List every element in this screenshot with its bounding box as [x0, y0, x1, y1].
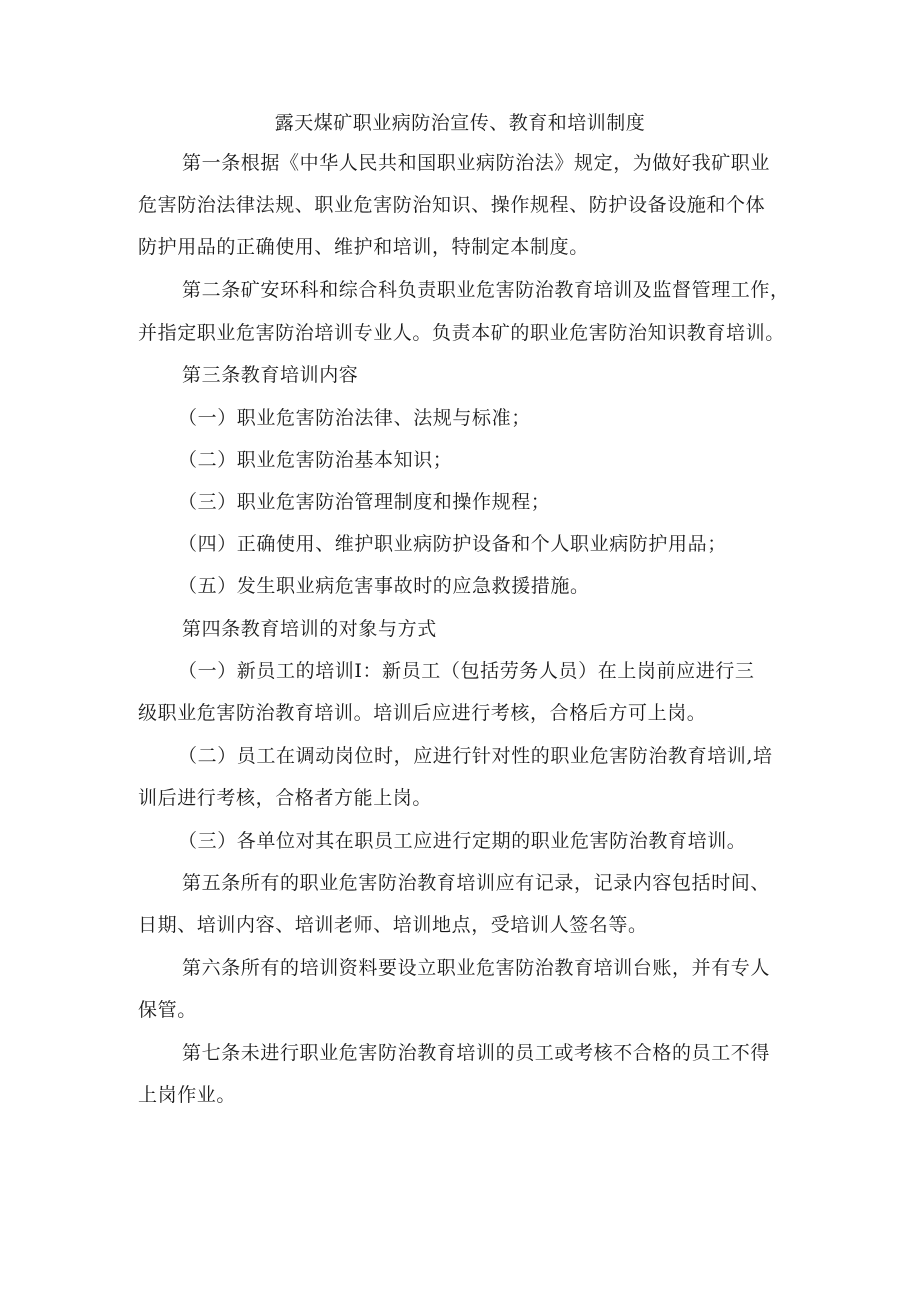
article-3-item-3: （三）职业危害防治管理制度和操作规程；	[178, 491, 551, 513]
article-7-line-1: 第七条未进行职业危害防治教育培训的员工或考核不合格的员工不得	[182, 1042, 771, 1064]
article-6-line-2: 保管。	[138, 999, 197, 1021]
article-1-line-2: 危害防治法律法规、职业危害防治知识、操作规程、防护设备设施和个体	[138, 194, 766, 216]
article-3-item-1: （一）职业危害防治法律、法规与标准；	[178, 407, 531, 429]
article-4-item-3: （三）各单位对其在职员工应进行定期的职业危害防治教育培训。	[178, 830, 747, 852]
article-4-item-2-line-1: （二）员工在调动岗位时，应进行针对性的职业危害防治教育培训,培	[178, 745, 773, 767]
article-3-item-4: （四）正确使用、维护职业病防护设备和个人职业病防护用品；	[178, 533, 727, 555]
article-3-item-2: （二）职业危害防治基本知识；	[178, 449, 453, 471]
article-2-line-2: 并指定职业危害防治培训专业人。负责本矿的职业危害防治知识教育培训。	[138, 322, 785, 344]
article-4-item-1-line-1: （一）新员工的培训Ⅰ：新员工（包括劳务人员）在上岗前应进行三	[178, 660, 755, 682]
article-4-item-2-line-2: 训后进行考核，合格者方能上岗。	[138, 787, 433, 809]
article-3-heading: 第三条教育培训内容	[182, 364, 359, 386]
article-4-heading: 第四条教育培训的对象与方式	[182, 618, 437, 640]
article-2-line-1: 第二条矿安环科和综合科负责职业危害防治教育培训及监督管理工作，	[182, 279, 790, 301]
article-7-line-2: 上岗作业。	[138, 1084, 237, 1106]
article-5-line-1: 第五条所有的职业危害防治教育培训应有记录，记录内容包括时间、	[182, 872, 771, 894]
article-3-item-5: （五）发生职业病危害事故时的应急救援措施。	[178, 575, 590, 597]
article-1-line-3: 防护用品的正确使用、维护和培训，特制定本制度。	[138, 236, 589, 258]
document-title: 露天煤矿职业病防治宣传、教育和培训制度	[274, 112, 646, 134]
article-1-line-1: 第一条根据《中华人民共和国职业病防治法》规定，为做好我矿职业	[182, 152, 771, 174]
article-4-item-1-line-2: 级职业危害防治教育培训。培训后应进行考核，合格后方可上岗。	[138, 702, 707, 724]
article-5-line-2: 日期、培训内容、培训老师、培训地点，受培训人签名等。	[138, 914, 648, 936]
article-6-line-1: 第六条所有的培训资料要设立职业危害防治教育培训台账，并有专人	[182, 957, 771, 979]
